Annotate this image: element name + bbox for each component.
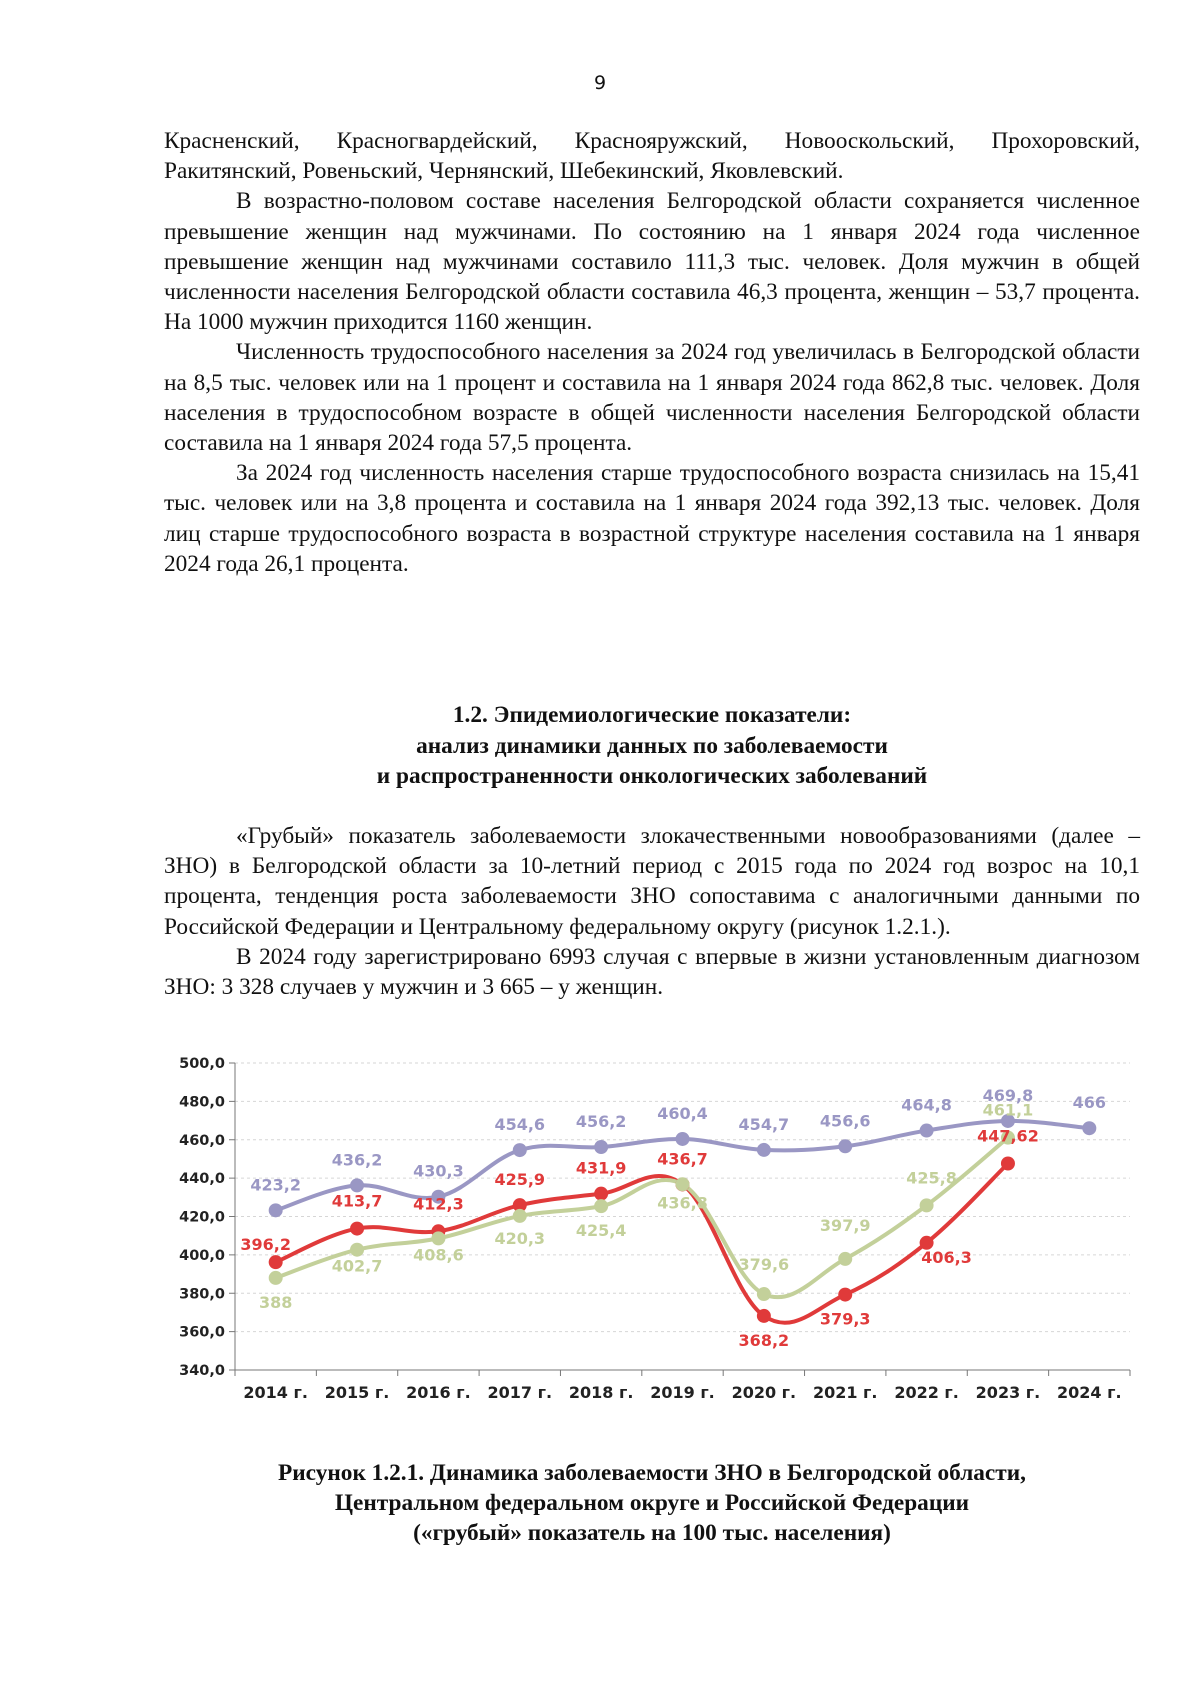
data-point [350,1243,364,1257]
data-label: 379,6 [738,1255,790,1275]
data-label: 469,8 [982,1085,1034,1105]
data-point [594,1187,608,1201]
y-tick-label: 480,0 [179,1094,225,1111]
data-label: 396,2 [240,1235,291,1255]
data-point [838,1139,852,1153]
data-label: 408,6 [413,1245,464,1265]
paragraph: В 2024 году зарегистрировано 6993 случая с впервые в жизни установленным диагнозом ЗНО: 3 328 случаев у мужчин и 3 665 – у женщин. [164,943,1140,1001]
paragraph: В возрастно-половом составе населения Белгородской области сохраняется численное превышение женщин над мужчинами. По состоянию на 1 января 2024 года численное превышение женщин над мужчинами составило 111,3 тыс. человек. Доля мужчин в общей численности населения Белгородской области составила 46,3 процента, женщин – 53,7 процента. На 1000 мужчин приходится 1160 женщин. [164,188,1140,336]
section-heading-line: анализ динамики данных по заболеваемости [416,732,888,759]
x-tick-label: 2024 г. [1057,1383,1122,1402]
data-label: 454,7 [738,1114,790,1134]
data-label: 388 [258,1292,293,1312]
y-tick-label: 420,0 [179,1209,225,1226]
paragraph: За 2024 год численность населения старше трудоспособного возраста снизилась на 15,41 тыс. человек или на 3,8 процента и составила на 1 января 2024 года 392,13 тыс. человек. Доля лиц старше трудоспособного возраста в возрастной структуре населения составила на 1 января 2024 года 26,1 процента. [164,460,1140,577]
data-label: 456,2 [575,1112,627,1132]
data-label: 406,3 [921,1247,972,1267]
data-label: 420,3 [494,1228,546,1248]
caption-line: Рисунок 1.2.1. Динамика заболеваемости ЗНО в Белгородской области, [278,1460,1026,1486]
data-point [920,1198,934,1212]
data-label: 456,6 [819,1111,871,1131]
section-heading [164,700,1140,792]
data-label: 461,1 [982,1100,1034,1120]
caption-line: («грубый» показатель на 100 тыс. населения) [413,1520,891,1546]
data-label: 368,2 [738,1330,790,1350]
data-label: 436,8 [657,1193,708,1213]
data-label: 425,8 [906,1168,957,1188]
data-label: 423,2 [250,1175,301,1195]
y-tick-label: 400,0 [179,1247,225,1264]
data-label: 436,2 [331,1150,383,1170]
paragraph: «Грубый» показатель заболеваемости злокачественными новообразованиями (далее – ЗНО) в Белгородской области за 10-летний период с 2015 года по 2024 год возрос на 10,1 процента, тенденция роста заболеваемости ЗНО сопоставима с аналогичными данными по Российской Федерации и Центральному федеральному округу (рисунок 1.2.1.). [164,823,1140,940]
body-text [164,126,1140,579]
data-point [269,1255,283,1269]
x-tick-label: 2021 г. [812,1383,878,1402]
series-line [276,1138,1008,1298]
y-tick-label: 500,0 [179,1056,225,1072]
data-point [594,1140,608,1154]
data-label: 397,9 [819,1215,871,1235]
caption-line: Центральном федеральном округе и Российской Федерации [334,1490,970,1516]
data-label: 436,7 [657,1149,708,1169]
paragraph: Численность трудоспособного населения за 2024 год увеличилась в Белгородской области на 8,5 тыс. человек или на 1 процент и составила на 1 января 2024 года 862,8 тыс. человек. Доля населения в трудоспособном возрасте в общей численности населения Белгородской области составила на 1 января 2024 года 57,5 процента. [164,339,1140,457]
data-point [838,1288,852,1302]
x-tick-label: 2019 г. [650,1383,715,1402]
data-label: 454,6 [494,1115,546,1135]
data-label: 413,7 [331,1191,383,1211]
x-tick-label: 2016 г. [406,1383,471,1402]
figure-caption [164,1458,1140,1548]
data-point [757,1309,771,1323]
y-tick-label: 340,0 [179,1363,225,1379]
data-point [513,1143,527,1157]
data-point [838,1252,852,1266]
data-point [676,1132,690,1146]
data-label: 379,3 [819,1309,871,1329]
data-label: 431,9 [575,1158,627,1178]
data-label: 412,3 [413,1194,464,1214]
data-point [757,1287,771,1301]
data-point [1082,1121,1096,1135]
x-tick-label: 2023 г. [975,1383,1041,1402]
paragraph: Красненский, Красногвардейский, Краснояружский, Новооскольский, Прохоровский, Ракитянский, Ровеньский, Чернянский, Шебекинский, Яковлевский. [164,128,1140,185]
x-tick-label: 2015 г. [324,1383,390,1402]
data-point [920,1124,934,1138]
y-tick-label: 460,0 [179,1132,225,1149]
data-point [350,1178,364,1192]
data-label: 425,4 [575,1221,627,1241]
x-tick-label: 2020 г. [731,1383,797,1402]
data-label: 402,7 [331,1256,383,1276]
section-heading-line: и распространенности онкологических заболеваний [376,763,928,789]
x-tick-label: 2018 г. [568,1383,634,1402]
data-point [676,1177,690,1191]
page-number: 9 [593,72,607,94]
data-label: 447,62 [977,1126,1039,1146]
data-label: 466 [1072,1093,1107,1113]
section-heading-line: 1.2. Эпидемиологические показатели: [452,702,852,728]
y-tick-label: 360,0 [179,1324,225,1341]
y-tick-label: 380,0 [179,1286,225,1303]
data-point [594,1199,608,1213]
data-point [513,1209,527,1223]
data-point [269,1203,283,1217]
x-tick-label: 2017 г. [487,1383,553,1402]
y-tick-label: 440,0 [179,1171,225,1188]
incidence-line-chart [150,1045,1150,1440]
data-point [1001,1157,1015,1171]
x-tick-label: 2022 г. [894,1383,959,1402]
data-label: 430,3 [413,1161,464,1181]
data-label: 464,8 [901,1095,952,1115]
data-point [269,1271,283,1285]
data-point [350,1222,364,1236]
body-text-2 [164,821,1140,1002]
data-label: 425,9 [494,1170,546,1190]
data-label: 460,4 [657,1103,708,1123]
data-point [757,1143,771,1157]
x-tick-label: 2014 г. [243,1383,308,1402]
data-point [431,1231,445,1245]
